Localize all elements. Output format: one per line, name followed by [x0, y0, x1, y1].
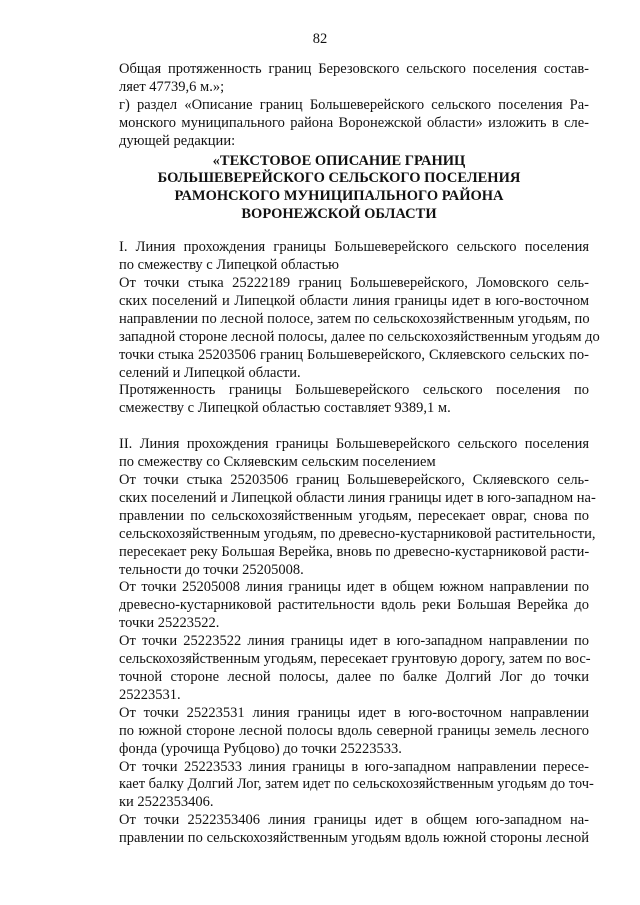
intro-paragraph-1 — [89, 61, 589, 97]
text-line: по южной стороне лесной полосы вдоль северной границы земель лесного — [119, 722, 589, 739]
text-line: по смежеству с Липецкой областью — [119, 257, 340, 274]
text-line: кает балку Долгий Лог, затем идет по сельскохозяйственным угодьям до точ- — [119, 776, 594, 793]
text-line: монского муниципального района Воронежской области» изложить в сле- — [119, 114, 589, 131]
text-line: От точки 25223531 линия границы идет в юго-восточном направлении — [119, 704, 589, 721]
heading-line: ВОРОНЕЖСКОЙ ОБЛАСТИ — [241, 206, 437, 223]
page-number: 82 — [312, 31, 328, 47]
section-1-title — [89, 239, 589, 275]
text-line: древесно-кустарниковой растительности вдоль реки Большая Верейка до — [119, 597, 589, 614]
text-line: II. Линия прохождения границы Большеверейского сельского поселения — [119, 436, 589, 453]
text-line: селений и Липецкой области. — [119, 364, 301, 381]
section-1-paragraph-2 — [89, 382, 589, 418]
intro-paragraph-2 — [89, 97, 589, 151]
section-2-paragraph-5 — [89, 758, 594, 813]
text-line: От точки стыка 25203506 границ Большеверейского, Скляевского сель- — [119, 472, 589, 489]
heading-line: «ТЕКСТОВОЕ ОПИСАНИЕ ГРАНИЦ — [212, 152, 466, 169]
section-2-paragraph-1 — [89, 472, 596, 579]
text-line: дующей редакции: — [119, 132, 236, 149]
text-line: фонда (урочища Рубцово) до точки 25223533. — [119, 740, 402, 757]
text-line: правлении по сельскохозяйственным угодьям, пересекает овраг, снова по — [119, 507, 589, 524]
spacer — [89, 418, 589, 436]
section-2-paragraph-2 — [89, 579, 589, 633]
text-line: От точки стыка 25222189 границ Большеверейского, Ломовского сель- — [119, 274, 589, 291]
text-line: ляет 47739,6 м.»; — [119, 78, 225, 95]
section-1-paragraph-1 — [89, 274, 600, 382]
section-2-title — [89, 436, 589, 472]
section-2-paragraph-4 — [89, 705, 589, 759]
text-line: г) раздел «Описание границ Большеверейского сельского поселения Ра- — [119, 96, 589, 113]
text-line: правлении по сельскохозяйственным угодьям вдоль южной стороны лесной — [119, 830, 589, 847]
heading-line: РАМОНСКОГО МУНИЦИПАЛЬНОГО РАЙОНА — [174, 188, 504, 205]
text-line: 25223531. — [119, 686, 181, 703]
text-line: ки 2522353406. — [119, 794, 214, 811]
text-line: ских поселений и Липецкой области линия границы идет в юго-западном на- — [119, 489, 596, 506]
text-line: смежеству с Липецкой областью составляет 9389,1 м. — [119, 400, 451, 417]
text-line: От точки 25223522 линия границы идет в юго-западном направлении по — [119, 633, 589, 650]
text-line: I. Линия прохождения границы Большеверейского сельского поселения — [119, 239, 589, 256]
section-2-paragraph-3 — [89, 633, 589, 705]
section-2-paragraph-6 — [89, 812, 589, 848]
text-line: ских поселений и Липецкой области линия границы идет в юго-восточном — [119, 292, 589, 309]
text-line: От точки 2522353406 линия границы идет в общем юго-западном на- — [119, 812, 589, 829]
text-line: точки стыка 25203506 границ Большеверейского, Скляевского сельских по- — [119, 346, 589, 363]
document-body — [89, 61, 600, 848]
heading-line: БОЛЬШЕВЕРЕЙСКОГО СЕЛЬСКОГО ПОСЕЛЕНИЯ — [157, 170, 521, 187]
text-line: направлении по лесной полосе, затем по сельскохозяйственным угодьям, по — [119, 310, 590, 327]
text-line: точной стороне лесной полосы, далее по балке Долгий Лог до точки — [119, 669, 589, 685]
section-heading — [89, 153, 589, 225]
text-line: От точки 25223533 линия границы в юго-западном направлении пересе- — [119, 758, 589, 775]
text-line: пересекает реку Большая Верейка, вновь по древесно-кустарниковой расти- — [119, 543, 590, 560]
text-line: Общая протяженность границ Березовского сельского поселения состав- — [119, 61, 589, 77]
text-line: сельскохозяйственным угодьям, пересекает грунтовую дорогу, затем по вос- — [119, 651, 591, 668]
text-line: точки 25223522. — [119, 615, 220, 632]
text-line: От точки 25205008 линия границы идет в общем южном направлении по — [119, 579, 589, 596]
text-line: по смежеству со Скляевским сельским поселением — [119, 454, 436, 471]
text-line: Протяженность границы Большеверейского сельского поселения по — [119, 382, 589, 399]
text-line: тельности до точки 25205008. — [119, 561, 304, 578]
text-line: западной стороне лесной полосы, далее по сельскохозяйственным угодьям до — [119, 328, 600, 345]
text-line: сельскохозяйственным угодьям, по древесно-кустарниковой растительности, — [119, 525, 596, 542]
